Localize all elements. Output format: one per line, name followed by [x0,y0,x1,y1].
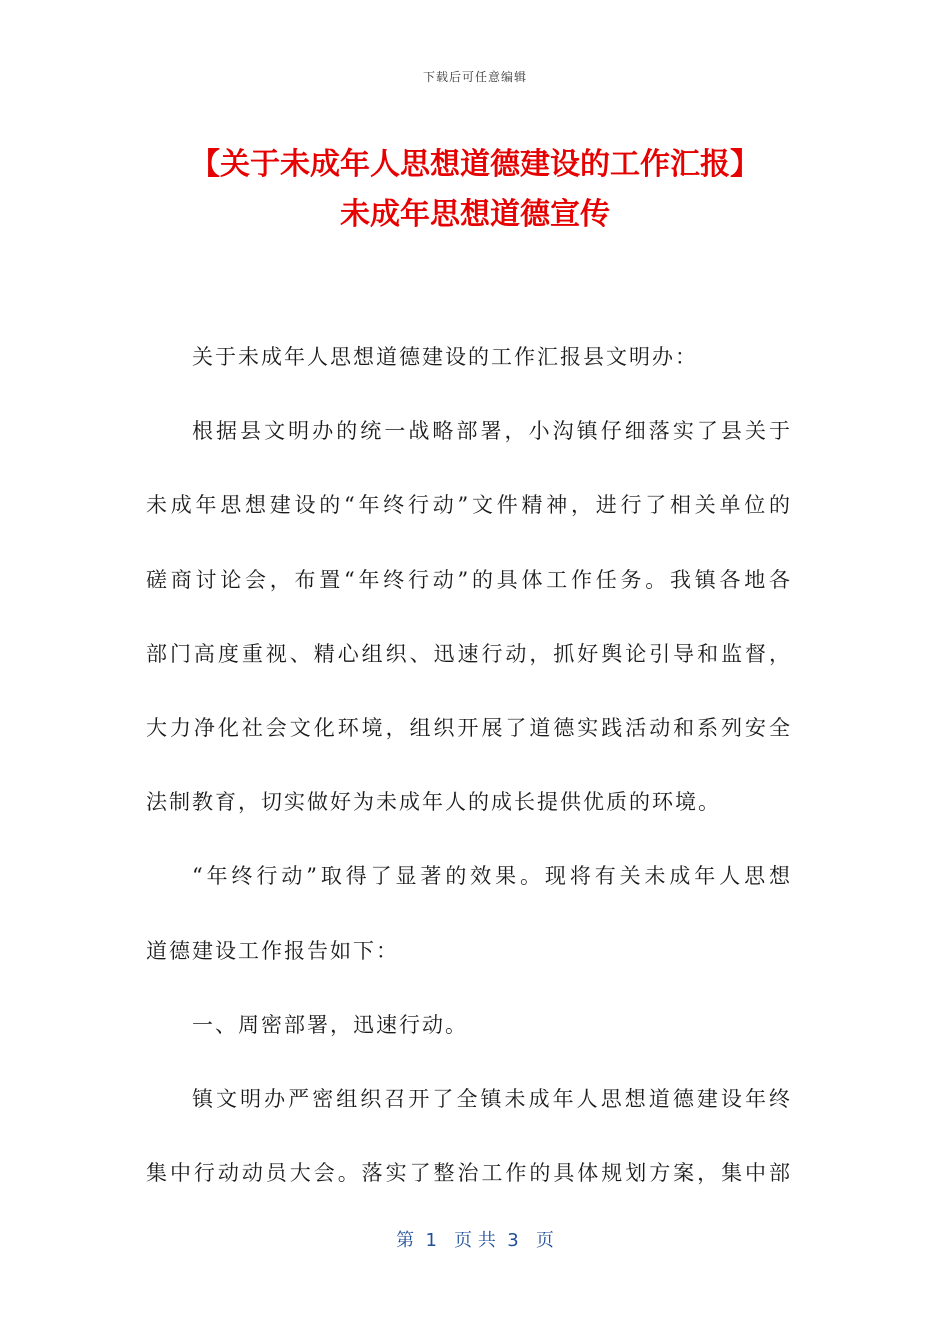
body-line: 磋商讨论会，布置“年终行动”的具体工作任务。我镇各地各 [146,567,792,592]
body-line: 大力净化社会文化环境，组织开展了道德实践活动和系列安全 [146,716,792,741]
body-line: 一、周密部署，迅速行动。 [192,1012,468,1037]
body-line: 道德建设工作报告如下： [146,938,399,963]
body-line: “年终行动”取得了显著的效果。现将有关未成年人思想 [192,864,792,889]
body-line: 关于未成年人思想道德建设的工作汇报县文明办： [192,345,698,369]
page-number-footer: 第 1 页 共 3 页 [396,1230,554,1251]
body-line: 根据县文明办的统一战略部署，小沟镇仔细落实了县关于 [192,419,792,444]
body-line: 法制教育，切实做好为未成年人的成长提供优质的环境。 [146,790,721,815]
body-line: 部门高度重视、精心组织、迅速行动，抓好舆论引导和监督， [146,641,792,666]
document-body [146,320,792,1210]
body-line: 镇文明办严密组织召开了全镇未成年人思想道德建设年终 [192,1087,792,1112]
header-note: 下载后可任意编辑 [422,70,527,84]
document-title-line-1: 【关于未成年人思想道德建设的工作汇报】 [190,147,760,182]
body-line: 未成年思想建设的“年终行动”文件精神，进行了相关单位的 [146,493,792,518]
body-line: 集中行动动员大会。落实了整治工作的具体规划方案，集中部 [146,1161,792,1186]
document-title-line-2: 未成年思想道德宣传 [340,197,610,232]
